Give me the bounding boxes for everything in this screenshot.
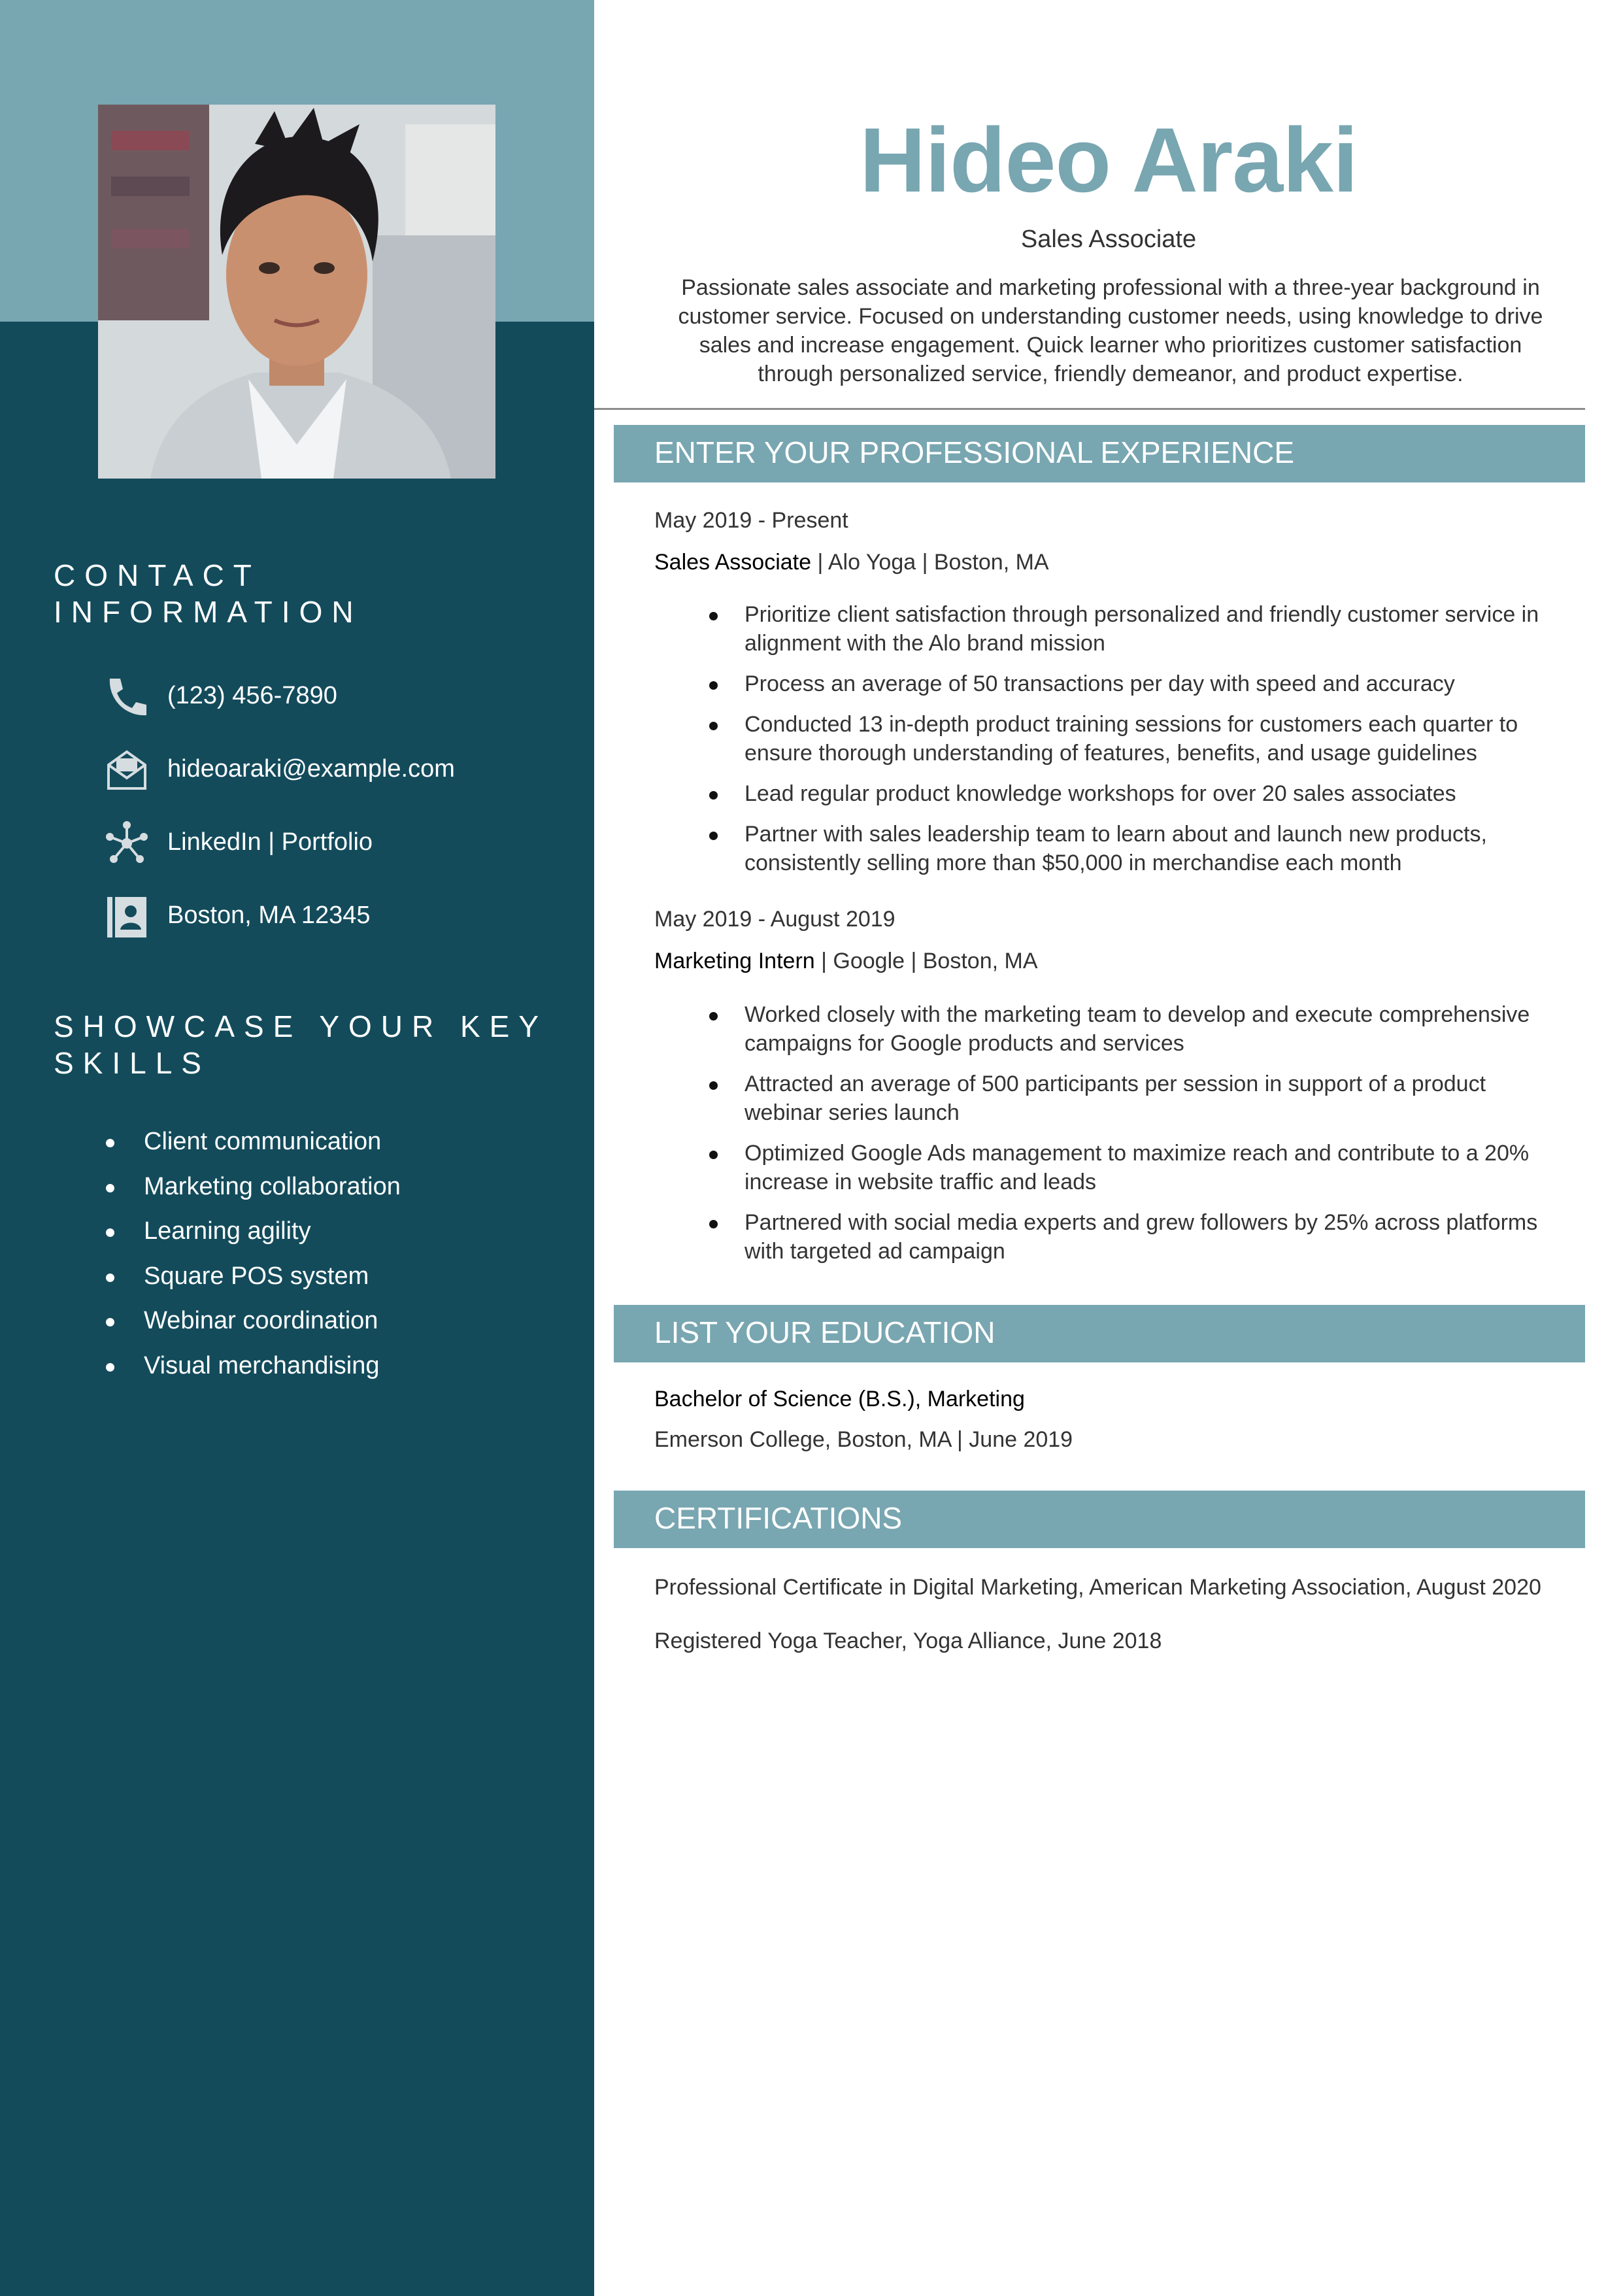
education-degree: Bachelor of Science (B.S.), Marketing [654, 1387, 1025, 1411]
job-role-details: | Alo Yoga | Boston, MA [811, 550, 1049, 575]
contact-location-text: Boston, MA 12345 [167, 902, 371, 929]
job-bullets [699, 1000, 1568, 1277]
contact-email[interactable] [99, 747, 570, 820]
job-dates: May 2019 - Present [654, 508, 848, 533]
envelope-icon [103, 747, 150, 794]
contact-email-text[interactable]: hideoaraki@example.com [167, 755, 455, 783]
contact-list [99, 673, 570, 966]
profile-photo [98, 105, 495, 479]
experience-heading: ENTER YOUR PROFESSIONAL EXPERIENCE [654, 435, 1295, 469]
contact-links[interactable] [99, 820, 570, 893]
contact-phone [99, 673, 570, 747]
education-section-header [614, 1305, 1585, 1362]
job-bullet: Process an average of 50 transactions per day with speed and accuracy [699, 669, 1568, 698]
candidate-name: Hideo Araki [860, 109, 1358, 211]
job-bullet: Worked closely with the marketing team to develop and execute comprehensive campaigns for Google products and services [699, 1000, 1568, 1058]
summary: Passionate sales associate and marketing professional with a three-year background in customer service. Focused on understanding customer needs, using knowledge to drive sales and increase engagement. Quick learner who prioritizes customer satisfaction through personalized service, friendly demeanor, and product expertise. [678, 275, 1543, 386]
job-bullet: Conducted 13 in-depth product training sessions for customers each quarter to ensure thorough understanding of features, benefits, and usage guidelines [699, 710, 1568, 768]
job-role [654, 548, 1049, 577]
job-bullets [699, 600, 1568, 889]
skill-item: Marketing collaboration [98, 1168, 569, 1213]
job-bullet: Lead regular product knowledge workshops for over 20 sales associates [699, 779, 1568, 808]
certification-item: Registered Yoga Teacher, Yoga Alliance, June 2018 [654, 1629, 1162, 1653]
skill-item: Learning agility [98, 1213, 569, 1258]
job-title: Sales Associate [1020, 226, 1197, 253]
skills-heading: SHOWCASE YOUR KEY SKILLS [54, 1009, 548, 1080]
contact-location [99, 893, 570, 966]
job-dates: May 2019 - August 2019 [654, 907, 895, 932]
job-role-title: Marketing Intern [654, 949, 815, 973]
skill-item: Client communication [98, 1123, 569, 1168]
skill-item: Square POS system [98, 1258, 569, 1303]
phone-icon [103, 673, 150, 720]
skills-list [98, 1123, 569, 1392]
skill-item: Visual merchandising [98, 1347, 569, 1393]
job-role-details: | Google | Boston, MA [814, 949, 1038, 973]
job-bullet: Attracted an average of 500 participants per session in support of a product webinar series launch [699, 1070, 1568, 1127]
network-icon [103, 820, 150, 867]
contact-card-icon [103, 893, 150, 940]
education-school: Emerson College, Boston, MA | June 2019 [654, 1427, 1073, 1452]
education-heading: LIST YOUR EDUCATION [654, 1315, 996, 1349]
job-bullet: Partner with sales leadership team to learn about and launch new products, consistently selling more than $50,000 in merchandise each month [699, 820, 1568, 877]
header-divider [594, 408, 1585, 410]
contact-links-text[interactable]: LinkedIn | Portfolio [167, 828, 373, 856]
main-content [594, 0, 1623, 2296]
job-bullet: Prioritize client satisfaction through personalized and friendly customer service in alignment with the Alo brand mission [699, 600, 1568, 658]
job-bullet: Partnered with social media experts and grew followers by 25% across platforms with targeted ad campaign [699, 1208, 1568, 1266]
job-bullet: Optimized Google Ads management to maximize reach and contribute to a 20% increase in website traffic and leads [699, 1139, 1568, 1196]
experience-section-header [614, 425, 1585, 482]
certification-item: Professional Certificate in Digital Marketing, American Marketing Association, August 2020 [654, 1575, 1541, 1600]
job-role-title: Sales Associate [654, 550, 812, 575]
sidebar [0, 0, 594, 2296]
certifications-heading: CERTIFICATIONS [654, 1501, 903, 1535]
contact-phone-text: (123) 456-7890 [167, 682, 337, 709]
contact-heading: CONTACT INFORMATION [54, 558, 363, 629]
job-role [654, 947, 1038, 975]
certifications-section-header [614, 1491, 1585, 1548]
skill-item: Webinar coordination [98, 1302, 569, 1347]
